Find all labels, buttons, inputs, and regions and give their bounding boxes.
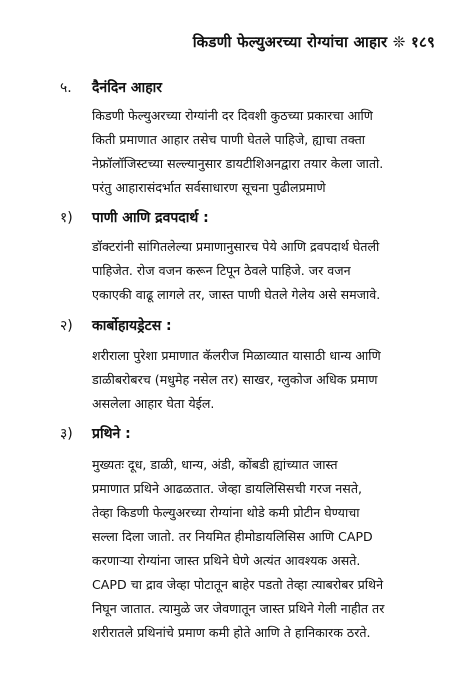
- paragraph-line: मुख्यतः दूध, डाळी, धान्य, अंडी, कोंबडी ह्यांच्यात जास्त: [92, 457, 338, 472]
- section-heading: पाणी आणि द्रवपदार्थ :: [92, 210, 209, 226]
- section-heading: कार्बोहायड्रेटस :: [92, 318, 172, 334]
- paragraph-line: किती प्रमाणात आहार तसेच पाणी घेतले पाहिजे, ह्याचा तक्ता: [92, 132, 366, 147]
- paragraph-line: शरीरातले प्रथिनांचे प्रमाण कमी होते आणि ते हानिकारक ठरते.: [92, 625, 371, 640]
- paragraph-line: डॉक्टरांनी सांगितलेल्या प्रमाणानुसारच पेये आणि द्रवपदार्थ घेतली: [92, 239, 380, 254]
- paragraph-line: डाळीबरोबरच (मधुमेह नसेल तर) साखर, ग्लुकोज अधिक प्रमाण: [92, 372, 378, 387]
- section-heading: दैनंदिन आहार: [92, 80, 163, 96]
- paragraph-line: करणाऱ्या रोग्यांना जास्त प्रथिने घेणे अत्यंत आवश्यक असते.: [92, 553, 361, 568]
- paragraph-line: CAPD चा द्राव जेव्हा पोटातून बाहेर पडतो तेव्हा त्याबरोबर प्रथिने: [92, 577, 384, 592]
- section-number: ३): [60, 426, 73, 442]
- section-number: ५.: [60, 80, 72, 96]
- paragraph-line: तेव्हा किडणी फेल्युअरच्या रोग्यांना थोडे कमी प्रोटीन घेण्याचा: [92, 505, 360, 520]
- paragraph-line: परंतु आहारासंदर्भात सर्वसाधारण सूचना पुढीलप्रमाणे: [92, 180, 326, 195]
- paragraph-line: असलेला आहार घेता येईल.: [92, 396, 215, 411]
- paragraph-line: प्रमाणात प्रथिने आढळतात. जेव्हा डायलिसिसची गरज नसते,: [92, 481, 362, 496]
- paragraph-line: नेफ्रॉलॉजिस्टच्या सल्ल्यानुसार डायटीशिअनद्वारा तयार केला जातो.: [92, 156, 384, 171]
- section-number: १): [60, 210, 73, 226]
- paragraph-line: एकाएकी वाढू लागले तर, जास्त पाणी घेतले गेलेय असे समजावे.: [92, 287, 381, 302]
- paragraph-line: किडणी फेल्युअरच्या रोग्यांनी दर दिवशी कुठच्या प्रकारचा आणि: [92, 108, 373, 123]
- page-header: किडणी फेल्युअरच्या रोग्यांचा आहार ❊ १८९: [192, 33, 435, 51]
- paragraph-line: पाहिजेत. रोज वजन करून टिपून ठेवले पाहिजे. जर वजन: [92, 263, 351, 278]
- paragraph-line: सल्ला दिला जातो. तर नियमित हीमोडायलिसिस आणि CAPD: [92, 529, 373, 544]
- paragraph-line: निघून जातात. त्यामुळे जर जेवणातून जास्त प्रथिने गेली नाहीत तर: [92, 601, 385, 616]
- section-heading: प्रथिने :: [92, 426, 131, 442]
- section-number: २): [60, 318, 73, 334]
- paragraph-line: शरीराला पुरेशा प्रमाणात कॅलरीज मिळाव्यात यासाठी धान्य आणि: [92, 348, 381, 363]
